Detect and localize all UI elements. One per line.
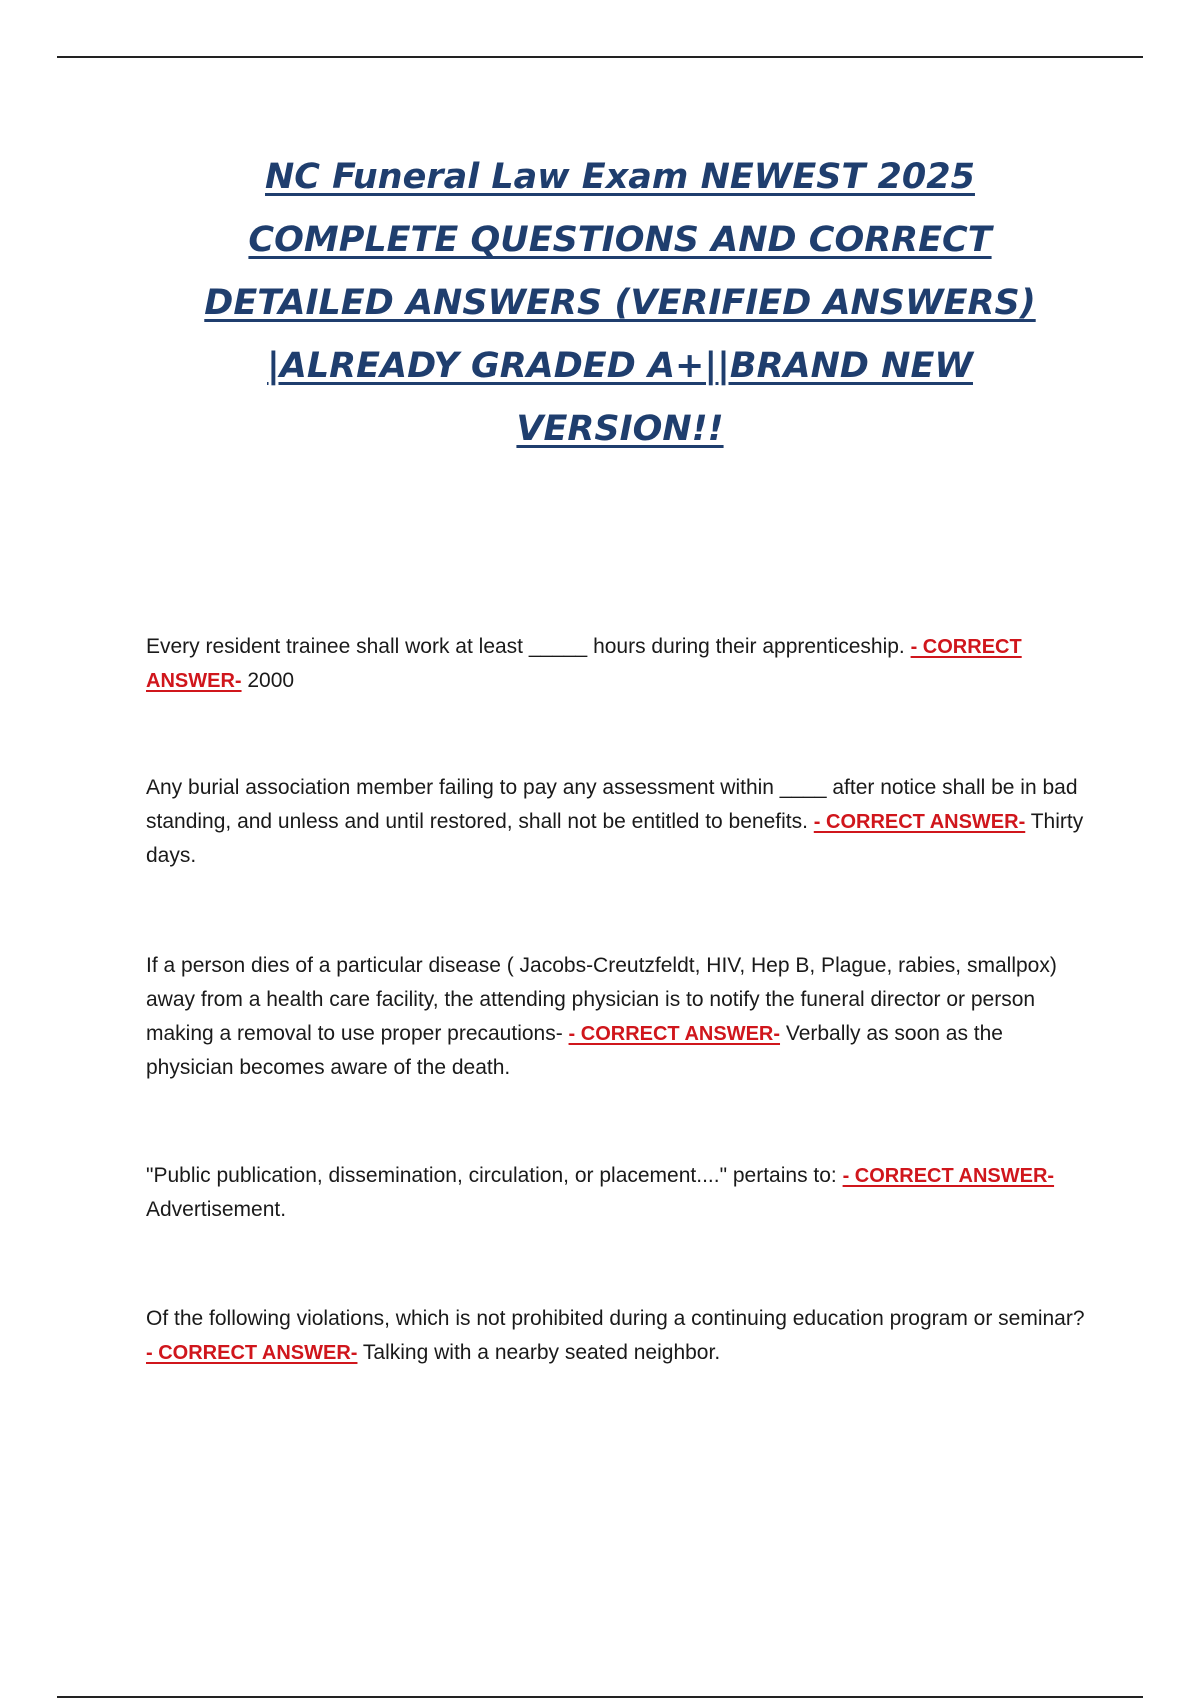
qa-item-4 [146,1159,1096,1227]
qa-item-5 [146,1302,1096,1370]
qa-item-1 [146,630,1096,698]
document-title [160,146,1080,461]
question-text: If a person dies of a particular disease ( Jacobs-Creutzfeldt, HIV, Hep B, Plague, rabies, smallpox) away from a health care facility, the attending physician is to notify the funeral director or person making a removal to use proper precautions- [146,954,1057,1045]
document-title-text: NC Funeral Law Exam NEWEST 2025 COMPLETE QUESTIONS AND CORRECT DETAILED ANSWERS (VERIFIED ANSWERS) |ALREADY GRADED A+||BRAND NEW VERSION!! [204,157,1036,449]
correct-answer-marker: - CORRECT ANSWER- [146,636,1022,692]
answer-text: 2000 [241,669,295,692]
question-text: "Public publication, dissemination, circulation, or placement...." pertains to: [146,1164,843,1187]
answer-text: Talking with a nearby seated neighbor. [357,1341,721,1364]
correct-answer-marker: - CORRECT ANSWER- [842,1165,1055,1187]
qa-item-3 [146,949,1096,1085]
question-text: Every resident trainee shall work at least _____ hours during their apprenticeship. [146,635,911,658]
bottom-rule [57,1696,1143,1698]
question-text: Of the following violations, which is not prohibited during a continuing education program or seminar? [146,1307,1085,1330]
question-text: Any burial association member failing to pay any assessment within ____ after notice shall be in bad standing, and unless and until restored, shall not be entitled to benefits. [146,776,1078,833]
answer-text: Verbally as soon as the physician becomes aware of the death. [146,1022,1003,1079]
correct-answer-marker: - CORRECT ANSWER- [146,1342,358,1364]
top-rule [57,56,1143,58]
answer-text: Advertisement. [146,1198,287,1221]
correct-answer-marker: - CORRECT ANSWER- [813,811,1026,833]
correct-answer-marker: - CORRECT ANSWER- [568,1023,781,1045]
answer-text: Thirty days. [146,810,1084,867]
qa-item-2 [146,771,1096,873]
